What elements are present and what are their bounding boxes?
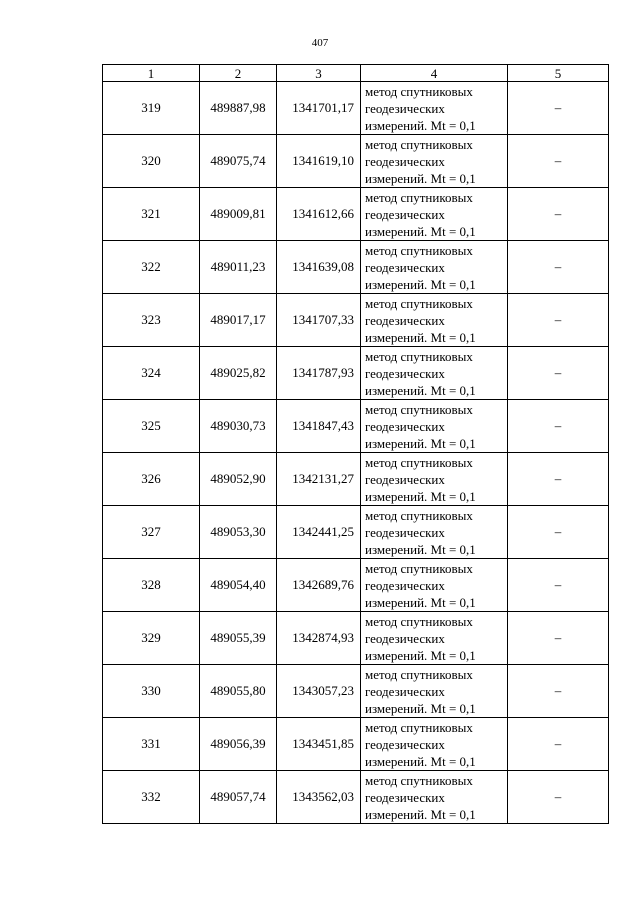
method-cell (361, 241, 508, 294)
point-number-cell: 323 (103, 294, 200, 347)
method-text-line: метод спутниковых (365, 613, 473, 629)
method-text-line: измерений. Mt = 0,1 (365, 488, 476, 504)
x-coordinate-cell: 489056,39 (200, 718, 277, 771)
table-row (103, 82, 609, 135)
x-coordinate-cell: 489017,17 (200, 294, 277, 347)
y-coordinate-cell: 1343562,03 (277, 771, 361, 824)
point-number-cell: 329 (103, 612, 200, 665)
column-5-cell: – (508, 506, 609, 559)
method-text-line: геодезических (365, 789, 445, 805)
y-coordinate-cell: 1341847,43 (277, 400, 361, 453)
point-number-cell: 319 (103, 82, 200, 135)
method-cell (361, 665, 508, 718)
point-number-cell: 327 (103, 506, 200, 559)
method-text-line: измерений. Mt = 0,1 (365, 382, 476, 398)
point-number-cell: 328 (103, 559, 200, 612)
column-5-cell: – (508, 294, 609, 347)
method-cell (361, 294, 508, 347)
column-5-cell: – (508, 453, 609, 506)
table-row (103, 453, 609, 506)
method-text-line: геодезических (365, 471, 445, 487)
table-row (103, 612, 609, 665)
table-row (103, 771, 609, 824)
page-number: 407 (311, 37, 329, 49)
method-text-line: метод спутниковых (365, 348, 473, 364)
method-text-line: метод спутниковых (365, 666, 473, 682)
x-coordinate-cell: 489025,82 (200, 347, 277, 400)
method-cell (361, 559, 508, 612)
point-number-cell: 324 (103, 347, 200, 400)
y-coordinate-cell: 1342441,25 (277, 506, 361, 559)
y-coordinate-cell: 1342874,93 (277, 612, 361, 665)
method-cell (361, 400, 508, 453)
column-5-cell: – (508, 559, 609, 612)
x-coordinate-cell: 489030,73 (200, 400, 277, 453)
method-text-line: метод спутниковых (365, 295, 473, 311)
point-number-cell: 331 (103, 718, 200, 771)
method-text-line: метод спутниковых (365, 83, 473, 99)
method-text-line: измерений. Mt = 0,1 (365, 700, 476, 716)
y-coordinate-cell: 1343057,23 (277, 665, 361, 718)
column-5-cell: – (508, 400, 609, 453)
method-cell (361, 135, 508, 188)
method-text-line: измерений. Mt = 0,1 (365, 753, 476, 769)
point-number-cell: 330 (103, 665, 200, 718)
y-coordinate-cell: 1342131,27 (277, 453, 361, 506)
method-text-line: геодезических (365, 630, 445, 646)
point-number-cell: 322 (103, 241, 200, 294)
method-cell (361, 506, 508, 559)
method-cell (361, 771, 508, 824)
method-text-line: геодезических (365, 683, 445, 699)
x-coordinate-cell: 489053,30 (200, 506, 277, 559)
method-text-line: геодезических (365, 259, 445, 275)
header-col-2: 2 (200, 65, 277, 82)
x-coordinate-cell: 489052,90 (200, 453, 277, 506)
method-cell (361, 188, 508, 241)
table-row (103, 241, 609, 294)
header-col-1: 1 (103, 65, 200, 82)
column-5-cell: – (508, 612, 609, 665)
table-row (103, 665, 609, 718)
method-text-line: метод спутниковых (365, 401, 473, 417)
method-text-line: измерений. Mt = 0,1 (365, 806, 476, 822)
point-number-cell: 332 (103, 771, 200, 824)
y-coordinate-cell: 1341612,66 (277, 188, 361, 241)
method-text-line: метод спутниковых (365, 242, 473, 258)
coordinates-table (102, 64, 609, 824)
method-text-line: геодезических (365, 524, 445, 540)
y-coordinate-cell: 1341707,33 (277, 294, 361, 347)
method-text-line: геодезических (365, 153, 445, 169)
method-text-line: метод спутниковых (365, 507, 473, 523)
method-text-line: измерений. Mt = 0,1 (365, 435, 476, 451)
column-5-cell: – (508, 82, 609, 135)
method-cell (361, 612, 508, 665)
method-text-line: геодезических (365, 312, 445, 328)
method-text-line: геодезических (365, 736, 445, 752)
method-text-line: геодезических (365, 365, 445, 381)
table-header-row (103, 65, 609, 82)
method-text-line: метод спутниковых (365, 560, 473, 576)
table-row (103, 294, 609, 347)
method-text-line: измерений. Mt = 0,1 (365, 594, 476, 610)
method-text-line: метод спутниковых (365, 719, 473, 735)
method-text-line: измерений. Mt = 0,1 (365, 117, 476, 133)
method-text-line: измерений. Mt = 0,1 (365, 647, 476, 663)
method-text-line: геодезических (365, 206, 445, 222)
method-text-line: измерений. Mt = 0,1 (365, 541, 476, 557)
column-5-cell: – (508, 188, 609, 241)
column-5-cell: – (508, 665, 609, 718)
method-text-line: метод спутниковых (365, 454, 473, 470)
x-coordinate-cell: 489011,23 (200, 241, 277, 294)
column-5-cell: – (508, 347, 609, 400)
y-coordinate-cell: 1342689,76 (277, 559, 361, 612)
y-coordinate-cell: 1341619,10 (277, 135, 361, 188)
table-row (103, 135, 609, 188)
method-text-line: метод спутниковых (365, 189, 473, 205)
method-text-line: метод спутниковых (365, 772, 473, 788)
y-coordinate-cell: 1341787,93 (277, 347, 361, 400)
column-5-cell: – (508, 771, 609, 824)
method-text-line: геодезических (365, 577, 445, 593)
header-col-4: 4 (361, 65, 508, 82)
table-row (103, 347, 609, 400)
x-coordinate-cell: 489054,40 (200, 559, 277, 612)
table-row (103, 188, 609, 241)
y-coordinate-cell: 1343451,85 (277, 718, 361, 771)
method-text-line: геодезических (365, 418, 445, 434)
method-cell (361, 718, 508, 771)
method-text-line: измерений. Mt = 0,1 (365, 170, 476, 186)
method-text-line: измерений. Mt = 0,1 (365, 276, 476, 292)
x-coordinate-cell: 489009,81 (200, 188, 277, 241)
method-text-line: измерений. Mt = 0,1 (365, 223, 476, 239)
method-text-line: метод спутниковых (365, 136, 473, 152)
method-cell (361, 347, 508, 400)
x-coordinate-cell: 489887,98 (200, 82, 277, 135)
column-5-cell: – (508, 718, 609, 771)
x-coordinate-cell: 489055,39 (200, 612, 277, 665)
x-coordinate-cell: 489055,80 (200, 665, 277, 718)
x-coordinate-cell: 489075,74 (200, 135, 277, 188)
point-number-cell: 325 (103, 400, 200, 453)
table-row (103, 559, 609, 612)
x-coordinate-cell: 489057,74 (200, 771, 277, 824)
column-5-cell: – (508, 135, 609, 188)
table-row (103, 506, 609, 559)
method-cell (361, 453, 508, 506)
header-col-5: 5 (508, 65, 609, 82)
point-number-cell: 321 (103, 188, 200, 241)
method-cell (361, 82, 508, 135)
table-row (103, 400, 609, 453)
table-row (103, 718, 609, 771)
column-5-cell: – (508, 241, 609, 294)
point-number-cell: 320 (103, 135, 200, 188)
header-col-3: 3 (277, 65, 361, 82)
method-text-line: геодезических (365, 100, 445, 116)
y-coordinate-cell: 1341701,17 (277, 82, 361, 135)
y-coordinate-cell: 1341639,08 (277, 241, 361, 294)
point-number-cell: 326 (103, 453, 200, 506)
method-text-line: измерений. Mt = 0,1 (365, 329, 476, 345)
